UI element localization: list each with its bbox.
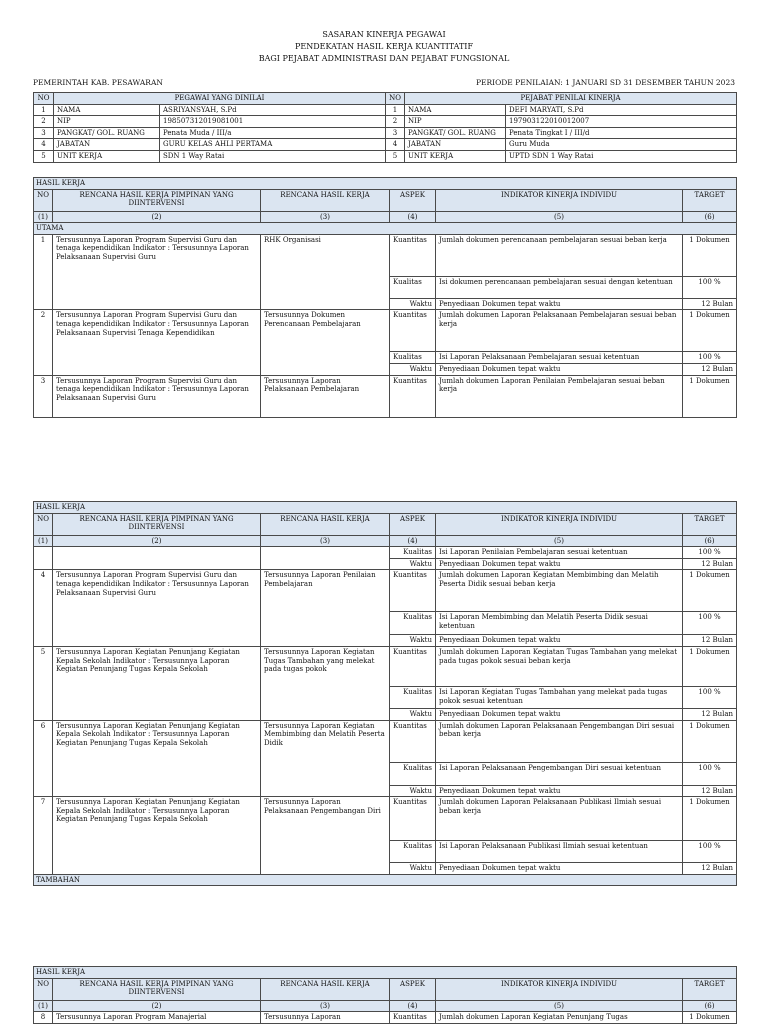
indikator-cell: Jumlah dokumen Laporan Pelaksanaan Pengembangan Diri sesuai beban kerja: [436, 720, 683, 762]
col-rencana: RENCANA HASIL KERJA: [261, 189, 390, 211]
tambahan-label: TAMBAHAN: [34, 874, 737, 886]
col-num: (3): [261, 535, 390, 547]
table-row: [34, 310, 737, 352]
hasil-kerja-table-3: [33, 966, 737, 1024]
col-indikator: INDIKATOR KINERJA INDIVIDU: [436, 513, 683, 535]
indikator-cell: Penyediaan Dokumen tepat waktu: [436, 363, 683, 375]
row-no: 3: [34, 375, 53, 417]
col-num: (3): [261, 211, 390, 223]
rencana-cell: Tersusunnya Laporan Pelaksanaan Pembelajaran: [261, 375, 390, 417]
indikator-cell: Jumlah dokumen Laporan Pelaksanaan Pembelajaran sesuai beban kerja: [436, 310, 683, 352]
col-indikator: INDIKATOR KINERJA INDIVIDU: [436, 189, 683, 211]
indikator-cell: Jumlah dokumen Laporan Penilaian Pembelajaran sesuai beban kerja: [436, 375, 683, 417]
table-row: [34, 720, 737, 762]
rencana-pimpinan-cell: [53, 547, 261, 570]
col-num: (4): [390, 1000, 436, 1012]
aspek-cell: Waktu: [390, 863, 436, 875]
aspek-cell: Kualitas: [390, 352, 436, 364]
table-row: [34, 1012, 737, 1024]
row-no: 4: [386, 139, 405, 151]
rencana-pimpinan-cell: Tersusunnya Laporan Kegiatan Penunjang Kegiatan Kepala Sekolah Indikator : Tersusunnya Laporan Kegiatan Penunjang Tugas Kepala Sekolah: [53, 646, 261, 720]
doc-title-line3: BAGI PEJABAT ADMINISTRASI DAN PEJABAT FUNGSIONAL: [258, 54, 510, 63]
column-header-row: [34, 189, 737, 211]
aspek-cell: Kualitas: [390, 841, 436, 863]
doc-title-line2: PENDEKATAN HASIL KERJA KUANTITATIF: [294, 42, 474, 51]
indikator-cell: Jumlah dokumen perencanaan pembelajaran sesuai beban kerja: [436, 234, 683, 276]
col-num: (3): [261, 1000, 390, 1012]
rencana-cell: Tersusunnya Laporan Kegiatan Membimbing dan Melatih Peserta Didik: [261, 720, 390, 797]
target-cell: 1 Dokumen: [683, 797, 737, 841]
col-rencana-pimpinan: RENCANA HASIL KERJA PIMPINAN YANG DIINTERVENSI: [53, 513, 261, 535]
rencana-cell: Tersusunnya Laporan Kegiatan Tugas Tambahan yang melekat pada tugas pokok: [261, 646, 390, 720]
rencana-cell: Tersusunnya Laporan Pelaksanaan Pengembangan Diri: [261, 797, 390, 875]
target-cell: 100 %: [683, 762, 737, 785]
col-indikator: INDIKATOR KINERJA INDIVIDU: [436, 978, 683, 1000]
aspek-cell: Kualitas: [390, 686, 436, 708]
rencana-cell: Tersusunnya Laporan Penilaian Pembelajaran: [261, 570, 390, 647]
col-num: (6): [683, 1000, 737, 1012]
rencana-pimpinan-cell: Tersusunnya Laporan Program Supervisi Guru dan tenaga kependidikan Indikator : Tersusunnya Laporan Pelaksanaan Supervisi Guru: [53, 234, 261, 310]
pejabat-value: DEFI MARYATI, S.Pd: [506, 104, 737, 116]
pemerintah-label: PEMERINTAH KAB. PESAWARAN: [33, 78, 163, 87]
aspek-cell: Kuantitas: [390, 797, 436, 841]
row-no: 4: [34, 570, 53, 647]
col-num: (1): [34, 1000, 53, 1012]
table-row: [34, 570, 737, 612]
pegawai-value: 198507312019081001: [160, 116, 386, 128]
identitas-table: [33, 92, 737, 163]
target-cell: 1 Dokumen: [683, 720, 737, 762]
target-cell: 1 Dokumen: [683, 234, 737, 276]
col-num: (6): [683, 211, 737, 223]
col-num: (5): [436, 211, 683, 223]
no-header: NO: [386, 93, 405, 105]
row-no: 7: [34, 797, 53, 875]
col-num: (2): [53, 535, 261, 547]
pejabat-header: PEJABAT PENILAI KINERJA: [405, 93, 737, 105]
row-no: 3: [34, 127, 54, 139]
identitas-row: [34, 139, 737, 151]
column-number-row: [34, 1000, 737, 1012]
indikator-cell: Penyediaan Dokumen tepat waktu: [436, 863, 683, 875]
rencana-pimpinan-cell: Tersusunnya Laporan Program Manajerial: [53, 1012, 261, 1024]
target-cell: 100 %: [683, 276, 737, 298]
col-target: TARGET: [683, 513, 737, 535]
indikator-cell: Penyediaan Dokumen tepat waktu: [436, 635, 683, 647]
aspek-cell: Kualitas: [390, 276, 436, 298]
row-no: 2: [386, 116, 405, 128]
identitas-row: [34, 116, 737, 128]
aspek-cell: Kuantitas: [390, 1012, 436, 1024]
target-cell: 1 Dokumen: [683, 1012, 737, 1024]
aspek-cell: Waktu: [390, 363, 436, 375]
target-cell: 1 Dokumen: [683, 375, 737, 417]
aspek-cell: Waktu: [390, 635, 436, 647]
pejabat-value: UPTD SDN 1 Way Ratai: [506, 150, 737, 162]
aspek-cell: Kuantitas: [390, 720, 436, 762]
no-header: NO: [34, 93, 54, 105]
col-target: TARGET: [683, 978, 737, 1000]
row-no: 5: [34, 150, 54, 162]
row-no: 5: [34, 646, 53, 720]
target-cell: 12 Bulan: [683, 785, 737, 797]
indikator-cell: Isi Laporan Pelaksanaan Pembelajaran sesuai ketentuan: [436, 352, 683, 364]
aspek-cell: Kuantitas: [390, 310, 436, 352]
col-no: NO: [34, 189, 53, 211]
target-cell: 12 Bulan: [683, 635, 737, 647]
row-label: JABATAN: [54, 139, 160, 151]
target-cell: 1 Dokumen: [683, 570, 737, 612]
row-no: 5: [386, 150, 405, 162]
col-no: NO: [34, 513, 53, 535]
table-row: [34, 375, 737, 417]
row-no: 1: [34, 104, 54, 116]
column-number-row: [34, 211, 737, 223]
row-label: UNIT KERJA: [54, 150, 160, 162]
col-aspek: ASPEK: [390, 189, 436, 211]
aspek-cell: Waktu: [390, 785, 436, 797]
column-number-row: [34, 535, 737, 547]
identitas-row: [34, 150, 737, 162]
target-cell: 100 %: [683, 686, 737, 708]
target-cell: 12 Bulan: [683, 298, 737, 310]
section-title: HASIL KERJA: [34, 502, 737, 514]
aspek-cell: Kuantitas: [390, 570, 436, 612]
doc-title-line1: SASARAN KINERJA PEGAWAI: [322, 30, 446, 39]
hasil-kerja-table-1: [33, 177, 737, 418]
col-aspek: ASPEK: [390, 513, 436, 535]
col-rencana: RENCANA HASIL KERJA: [261, 513, 390, 535]
row-label: JABATAN: [405, 139, 506, 151]
indikator-cell: Penyediaan Dokumen tepat waktu: [436, 708, 683, 720]
aspek-cell: Kualitas: [390, 762, 436, 785]
pegawai-value: ASRIYANSYAH, S.Pd: [160, 104, 386, 116]
indikator-cell: Isi Laporan Kegiatan Tugas Tambahan yang melekat pada tugas pokok sesuai ketentuan: [436, 686, 683, 708]
row-no: 1: [34, 234, 53, 310]
target-cell: 12 Bulan: [683, 863, 737, 875]
rencana-pimpinan-cell: Tersusunnya Laporan Kegiatan Penunjang Kegiatan Kepala Sekolah Indikator : Tersusunnya Laporan Kegiatan Penunjang Tugas Kepala Sekolah: [53, 797, 261, 875]
col-num: (5): [436, 535, 683, 547]
row-label: PANGKAT/ GOL. RUANG: [405, 127, 506, 139]
indikator-cell: Isi Laporan Pelaksanaan Publikasi Ilmiah sesuai ketentuan: [436, 841, 683, 863]
pegawai-header: PEGAWAI YANG DINILAI: [54, 93, 386, 105]
rencana-pimpinan-cell: Tersusunnya Laporan Program Supervisi Guru dan tenaga kependidikan Indikator : Tersusunnya Laporan Pelaksanaan Supervisi Tenaga Kependidikan: [53, 310, 261, 375]
row-no: 2: [34, 116, 54, 128]
pegawai-value: Penata Muda / III/a: [160, 127, 386, 139]
pejabat-value: Penata Tingkat I / III/d: [506, 127, 737, 139]
col-num: (4): [390, 535, 436, 547]
row-label: NAMA: [54, 104, 160, 116]
table-row: [34, 234, 737, 276]
section-title: HASIL KERJA: [34, 178, 737, 190]
pejabat-value: Guru Muda: [506, 139, 737, 151]
row-no: [34, 547, 53, 570]
row-no: 6: [34, 720, 53, 797]
col-aspek: ASPEK: [390, 978, 436, 1000]
aspek-cell: Kualitas: [390, 612, 436, 635]
row-label: NAMA: [405, 104, 506, 116]
col-rencana: RENCANA HASIL KERJA: [261, 978, 390, 1000]
aspek-cell: Waktu: [390, 558, 436, 570]
col-num: (1): [34, 211, 53, 223]
rencana-pimpinan-cell: Tersusunnya Laporan Kegiatan Penunjang Kegiatan Kepala Sekolah Indikator : Tersusunnya Laporan Kegiatan Penunjang Tugas Kepala Sekolah: [53, 720, 261, 797]
hasil-kerja-table-2: [33, 501, 737, 886]
aspek-cell: Waktu: [390, 708, 436, 720]
aspek-cell: Kuantitas: [390, 646, 436, 686]
identitas-row: [34, 127, 737, 139]
target-cell: 100 %: [683, 352, 737, 364]
rencana-pimpinan-cell: Tersusunnya Laporan Program Supervisi Guru dan tenaga kependidikan Indikator : Tersusunnya Laporan Pelaksanaan Supervisi Guru: [53, 570, 261, 647]
indikator-cell: Jumlah dokumen Laporan Kegiatan Membimbing dan Melatih Peserta Didik sesuai beban kerja: [436, 570, 683, 612]
row-no: 2: [34, 310, 53, 375]
row-no: 3: [386, 127, 405, 139]
col-no: NO: [34, 978, 53, 1000]
indikator-cell: Penyediaan Dokumen tepat waktu: [436, 785, 683, 797]
col-num: (6): [683, 535, 737, 547]
target-cell: 100 %: [683, 841, 737, 863]
col-num: (1): [34, 535, 53, 547]
pegawai-value: GURU KELAS AHLI PERTAMA: [160, 139, 386, 151]
row-label: NIP: [54, 116, 160, 128]
target-cell: 12 Bulan: [683, 708, 737, 720]
col-num: (4): [390, 211, 436, 223]
col-num: (2): [53, 211, 261, 223]
pejabat-value: 197903122010012007: [506, 116, 737, 128]
indikator-cell: Jumlah dokumen Laporan Kegiatan Tugas Tambahan yang melekat pada tugas pokok sesuai beban kerja: [436, 646, 683, 686]
rencana-cell: RHK Organisasi: [261, 234, 390, 310]
col-num: (2): [53, 1000, 261, 1012]
indikator-cell: Jumlah dokumen Laporan Kegiatan Penunjang Tugas: [436, 1012, 683, 1024]
aspek-cell: Kuantitas: [390, 234, 436, 276]
aspek-cell: Kualitas: [390, 547, 436, 559]
indikator-cell: Isi Laporan Membimbing dan Melatih Peserta Didik sesuai ketentuan: [436, 612, 683, 635]
col-rencana-pimpinan: RENCANA HASIL KERJA PIMPINAN YANG DIINTERVENSI: [53, 189, 261, 211]
indikator-cell: Isi dokumen perencanaan pembelajaran sesuai dengan ketentuan: [436, 276, 683, 298]
column-header-row: [34, 978, 737, 1000]
rencana-cell: [261, 547, 390, 570]
target-cell: 12 Bulan: [683, 363, 737, 375]
row-label: NIP: [405, 116, 506, 128]
rencana-cell: Tersusunnya Dokumen Perencanaan Pembelajaran: [261, 310, 390, 375]
indikator-cell: Jumlah dokumen Laporan Pelaksanaan Publikasi Ilmiah sesuai beban kerja: [436, 797, 683, 841]
row-no: 4: [34, 139, 54, 151]
target-cell: 1 Dokumen: [683, 310, 737, 352]
periode-label: PERIODE PENILAIAN: 1 JANUARI SD 31 DESEMBER TAHUN 2023: [476, 78, 735, 87]
indikator-cell: Penyediaan Dokumen tepat waktu: [436, 298, 683, 310]
table-row: [34, 797, 737, 841]
col-rencana-pimpinan: RENCANA HASIL KERJA PIMPINAN YANG DIINTERVENSI: [53, 978, 261, 1000]
col-num: (5): [436, 1000, 683, 1012]
table-row: [34, 646, 737, 686]
col-target: TARGET: [683, 189, 737, 211]
aspek-cell: Waktu: [390, 298, 436, 310]
table-row: [34, 547, 737, 559]
utama-label: UTAMA: [34, 223, 737, 235]
target-cell: 100 %: [683, 612, 737, 635]
section-title: HASIL KERJA: [34, 967, 737, 979]
indikator-cell: Isi Laporan Penilaian Pembelajaran sesuai ketentuan: [436, 547, 683, 559]
rencana-cell: Tersusunnya Laporan: [261, 1012, 390, 1024]
row-no: 8: [34, 1012, 53, 1024]
identitas-header-row: [34, 93, 737, 105]
row-label: PANGKAT/ GOL. RUANG: [54, 127, 160, 139]
identitas-row: [34, 104, 737, 116]
indikator-cell: Penyediaan Dokumen tepat waktu: [436, 558, 683, 570]
indikator-cell: Isi Laporan Pelaksanaan Pengembangan Diri sesuai ketentuan: [436, 762, 683, 785]
target-cell: 100 %: [683, 547, 737, 559]
pegawai-value: SDN 1 Way Ratai: [160, 150, 386, 162]
column-header-row: [34, 513, 737, 535]
aspek-cell: Kuantitas: [390, 375, 436, 417]
target-cell: 12 Bulan: [683, 558, 737, 570]
rencana-pimpinan-cell: Tersusunnya Laporan Program Supervisi Guru dan tenaga kependidikan Indikator : Tersusunnya Laporan Pelaksanaan Supervisi Guru: [53, 375, 261, 417]
row-label: UNIT KERJA: [405, 150, 506, 162]
row-no: 1: [386, 104, 405, 116]
target-cell: 1 Dokumen: [683, 646, 737, 686]
